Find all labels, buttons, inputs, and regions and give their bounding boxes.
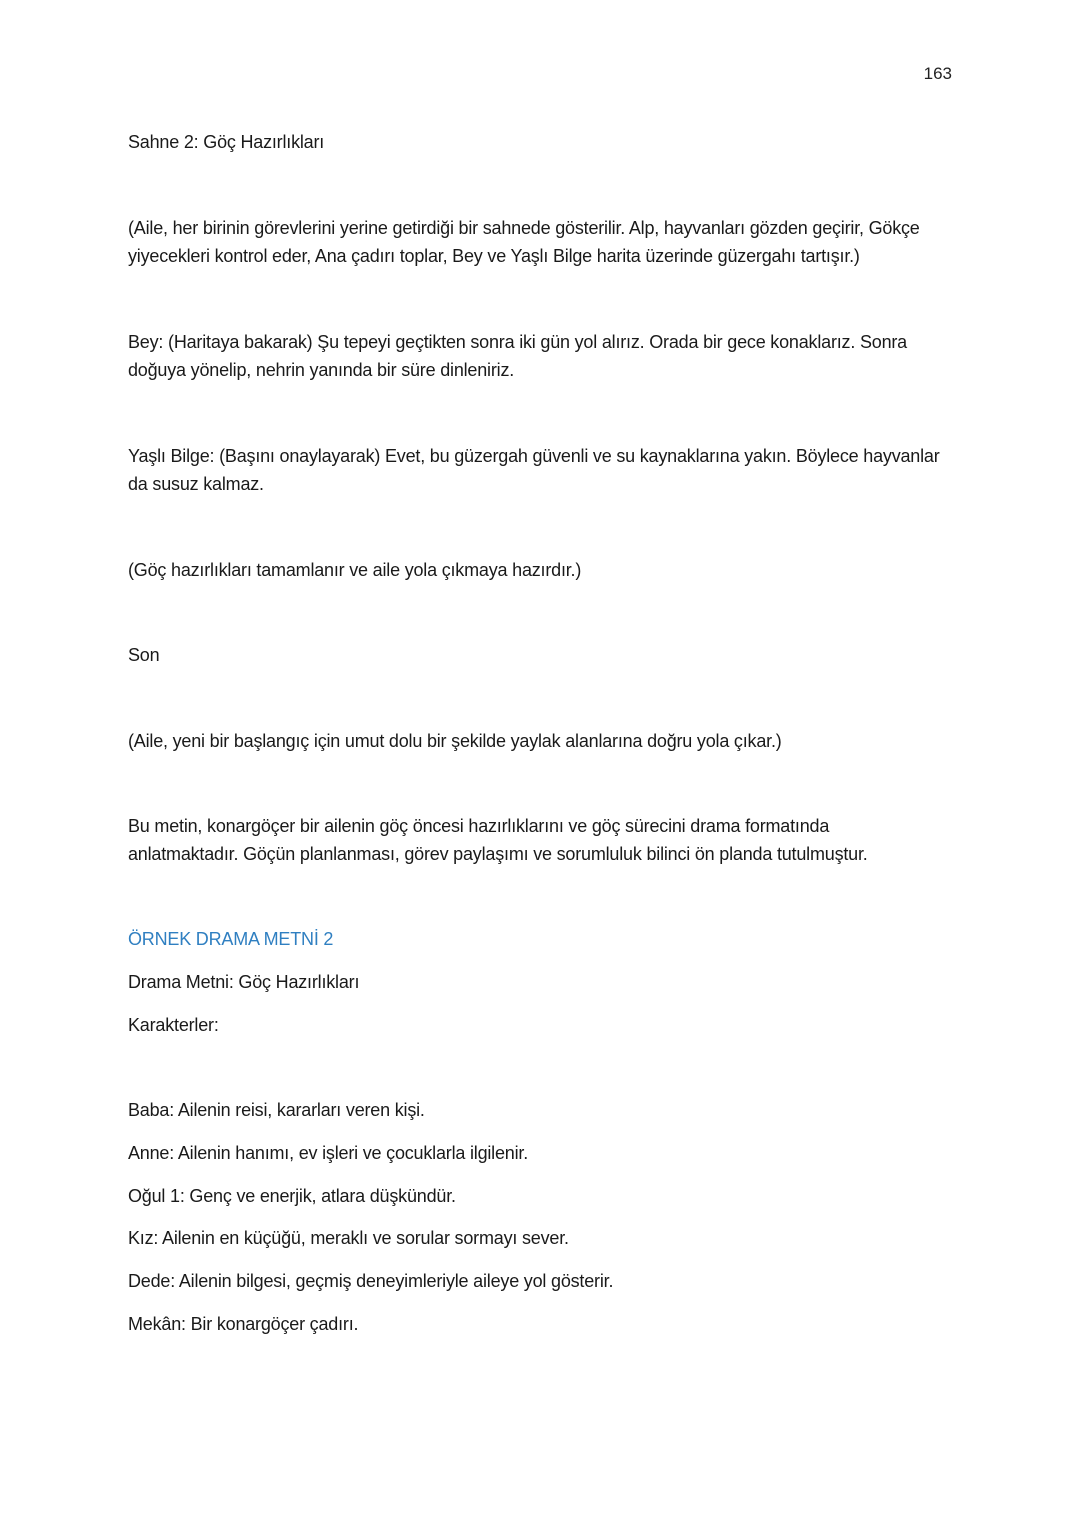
scene-title: Sahne 2: Göç Hazırlıkları xyxy=(128,132,325,152)
character-item: Dede: Ailenin bilgesi, geçmiş deneyimleriyle aileye yol gösterir. xyxy=(128,1271,614,1291)
page-number: 163 xyxy=(923,64,952,83)
dialogue-bilge: Yaşlı Bilge: (Başını onaylayarak) Evet, bu güzergah güvenli ve su kaynaklarına yakın. Böylece hayvanlar da susuz kalmaz. xyxy=(128,446,940,494)
character-item: Baba: Ailenin reisi, kararları veren kişi. xyxy=(128,1100,425,1120)
characters-label: Karakterler: xyxy=(128,1015,219,1035)
stage-direction-3: (Aile, yeni bir başlangıç için umut dolu bir şekilde yaylak alanlarına doğru yola çıkar.) xyxy=(128,731,782,751)
stage-direction-1: (Aile, her birinin görevlerini yerine getirdiği bir sahnede gösterilir. Alp, hayvanları gözden geçirir, Gökçe yiyecekleri kontrol eder, Ana çadırı toplar, Bey ve Yaşlı Bilge harita üzerinde güzergahı tartışır.) xyxy=(128,218,920,266)
section-heading: ÖRNEK DRAMA METNİ 2 xyxy=(128,929,334,949)
location-line: Mekân: Bir konargöçer çadırı. xyxy=(128,1314,359,1334)
summary-paragraph: Bu metin, konargöçer bir ailenin göç öncesi hazırlıklarını ve göç sürecini drama formatında anlatmaktadır. Göçün planlanması, görev paylaşımı ve sorumluluk bilinci ön planda tutulmuştur. xyxy=(128,816,868,864)
dialogue-bey: Bey: (Haritaya bakarak) Şu tepeyi geçtikten sonra iki gün yol alırız. Orada bir gece konaklarız. Sonra doğuya yönelip, nehrin yanında bir süre dinleniriz. xyxy=(128,332,907,380)
drama-title: Drama Metni: Göç Hazırlıkları xyxy=(128,972,360,992)
end-label: Son xyxy=(128,645,160,665)
character-item: Oğul 1: Genç ve enerjik, atlara düşkündür. xyxy=(128,1186,456,1206)
character-item: Anne: Ailenin hanımı, ev işleri ve çocuklarla ilgilenir. xyxy=(128,1143,529,1163)
stage-direction-2: (Göç hazırlıkları tamamlanır ve aile yola çıkmaya hazırdır.) xyxy=(128,560,582,580)
character-item: Kız: Ailenin en küçüğü, meraklı ve sorular sormayı sever. xyxy=(128,1228,569,1248)
